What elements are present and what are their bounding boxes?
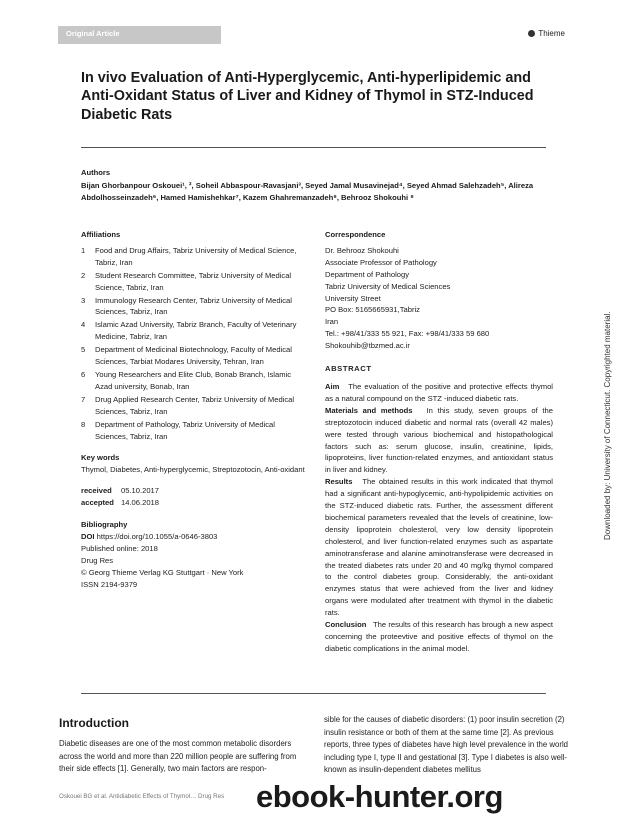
list-item xyxy=(81,319,305,343)
corr-line: Dr. Behrooz Shokouhi xyxy=(325,245,399,255)
keywords-heading: Key words xyxy=(81,453,120,463)
methods-label: Materials and methods xyxy=(325,405,413,415)
abstract-aim xyxy=(325,381,553,405)
page-footer: Oskouei BG et al. Antidiabetic Effects of Thymol… Drug Res xyxy=(59,793,225,800)
aff-text: Young Researchers and Elite Club, Bonab Branch, Islamic Azad university, Bonab, Iran xyxy=(95,369,292,391)
aim-label: Aim xyxy=(325,381,340,391)
aff-text: Islamic Azad University, Tabriz Branch, Faculty of Veterinary Medicine, Tabriz, Iran xyxy=(95,320,297,342)
aff-text: Food and Drug Affairs, Tabriz University of Medical Science, Tabriz, Iran xyxy=(95,245,297,267)
aff-number: 1 xyxy=(81,245,86,255)
article-title: In vivo Evaluation of Anti-Hyperglycemic, Anti-hyperlipidemic and Anti-Oxidant Status of Liver and Kidney of Thymol in STZ-Induced Diabetic Rats xyxy=(81,70,534,123)
list-item xyxy=(81,245,305,269)
received-value: 05.10.2017 xyxy=(121,486,160,496)
title-divider xyxy=(81,147,546,148)
article-type-tab xyxy=(58,26,221,44)
aff-text: Department of Medicinal Biotechnology, Faculty of Medical Sciences, Tarbiat Modares University, Tehran, Iran xyxy=(95,345,292,367)
copyright-line: © Georg Thieme Verlag KG Stuttgart · New York xyxy=(81,567,244,577)
authors-heading: Authors xyxy=(81,168,111,177)
list-item xyxy=(81,344,305,368)
abstract-conclusion xyxy=(325,619,553,655)
journal-line: Drug Res xyxy=(81,555,114,565)
corr-line: Iran xyxy=(325,317,339,327)
watermark-logo: ebook-hunter.org xyxy=(256,779,503,814)
corr-line: Department of Pathology xyxy=(325,269,410,279)
aff-number: 2 xyxy=(81,270,86,280)
abstract-divider xyxy=(81,693,546,694)
corr-line: PO Box: 5165665931,Tabriz xyxy=(325,305,420,315)
accepted-value: 14.06.2018 xyxy=(121,498,160,508)
aff-text: Immunology Research Center, Tabriz University of Medical Sciences, Tabriz, Iran xyxy=(95,295,292,317)
keywords-block xyxy=(81,452,305,476)
right-column xyxy=(325,229,553,655)
aff-number: 5 xyxy=(81,345,86,355)
conclusion-label: Conclusion xyxy=(325,620,367,630)
article-type-label: Original Article xyxy=(66,29,120,38)
results-text: The obtained results in this work indicated that thymol had a significant anti-hypoglycemic, anti-hypolipidemic activities on the STZ-induced diabetic rats. Further, the assessment different biochemical parameters revealed that the levels of creatinine, low-density lipoprotein cholesterol, very low density lipoprotein cholesterol, and liver function-related enzymes such as aspartate aminotransferase and alanine aminotransferase were decreased in the treated diabetes rats under 20 and 40 mg/kg thymol compared to the control diabetes group. Considerably, the anti-oxidant enzymes status that were achieved from the liver and kidney organs were modulated after treatment with thymol in the diabetic rats. xyxy=(325,477,553,618)
list-item xyxy=(81,369,305,393)
abstract-results xyxy=(325,476,553,619)
authors-list: Bijan Ghorbanpour Oskouei¹, ², Soheil Abbaspour-Ravasjani³, Seyed Jamal Musavinejad⁴, Seyed Ahmad Salehzadeh⁵, Alireza Abdolhosseinzadeh⁶, Hamed Hamishehkar⁷, Kazem Ghahremanzadeh⁸, Behrooz Shokouhi ⁸ xyxy=(81,181,534,202)
list-item xyxy=(81,295,305,319)
list-item xyxy=(81,394,305,418)
introduction-heading: Introduction xyxy=(59,716,129,730)
bibliography-heading: Bibliography xyxy=(81,520,128,530)
publisher-mark xyxy=(528,29,565,38)
corr-line: Tabriz University of Medical Sciences xyxy=(325,281,451,291)
conclusion-text: The results of this research has brough a new aspect concerning the proteevtive and positive effects of thymol on the diabetic complications in the animal model. xyxy=(325,620,553,653)
methods-text: In this study, seven groups of the streptozotocin induced diabetic and normal rats (overall 42 males) were tested through various biochemical and histopathological factors such as: serum glucose, insulin, creatinine, lipids, lipoproteins, liver function-related enzymes, and antioxidant status in liver and kidney. xyxy=(325,405,553,475)
corr-line: Tel.: +98/41/333 55 921, Fax: +98/41/333 59 680 xyxy=(325,329,490,339)
results-label: Results xyxy=(325,477,353,487)
published-line: Published online: 2018 xyxy=(81,543,158,553)
keywords-text: Thymol, Diabetes, Anti-hyperglycemic, Streptozotocin, Anti-oxidant xyxy=(81,465,305,475)
download-notice: Downloaded by: University of Connecticut. Copyrighted material. xyxy=(603,311,612,540)
received-label: received xyxy=(81,486,112,496)
left-column xyxy=(81,229,305,590)
publisher-name: Thieme xyxy=(538,29,565,38)
aff-text: Department of Pathology, Tabriz University of Medical Sciences, Tabriz, Iran xyxy=(95,419,275,441)
accepted-label: accepted xyxy=(81,498,114,508)
introduction-right-text: sible for the causes of diabetic disorders: (1) poor insulin secretion (2) insulin resistance or both of them at the same time [2]. As previous reports, three types of diabetes have high level prevalence in the world including type I, type II and gestational [3]. Type I diabetes is also well-known as insulin-dependent diabetes mellitus xyxy=(324,715,569,775)
correspondence-address xyxy=(325,245,553,352)
correspondence-heading: Correspondence xyxy=(325,230,386,239)
aff-number: 8 xyxy=(81,419,86,429)
thieme-logo-icon xyxy=(528,30,535,37)
list-item xyxy=(81,419,305,443)
list-item xyxy=(81,270,305,294)
doi-label: DOI xyxy=(81,531,95,541)
introduction-left-text: Diabetic diseases are one of the most common metabolic disorders across the world and more than 220 million people are suffering from their side effects [1]. Generally, two main factors are respon- xyxy=(59,739,297,774)
aff-number: 4 xyxy=(81,320,86,330)
issn-line: ISSN 2194-9379 xyxy=(81,579,138,589)
aff-number: 7 xyxy=(81,394,86,404)
aff-text: Student Research Committee, Tabriz University of Medical Science, Tabriz, Iran xyxy=(95,270,292,292)
corr-line: University Street xyxy=(325,293,381,303)
aff-number: 3 xyxy=(81,295,86,305)
aim-text: The evaluation of the positive and protective effects thymol as a natural compound on the STZ -induced diabetic rats. xyxy=(325,381,553,403)
abstract-heading: ABSTRACT xyxy=(325,364,372,374)
dates-block xyxy=(81,485,305,509)
abstract-methods xyxy=(325,405,553,476)
affiliations-heading: Affiliations xyxy=(81,230,121,239)
bibliography-block xyxy=(81,519,305,590)
aff-text: Drug Applied Research Center, Tabriz University of Medical Sciences, Tabriz, Iran xyxy=(95,394,295,416)
doi-line xyxy=(81,531,305,543)
aff-number: 6 xyxy=(81,369,86,379)
affiliations-list xyxy=(81,245,305,443)
doi-link[interactable]: https://doi.org/10.1055/a-0646-3803 xyxy=(96,531,218,541)
corr-email[interactable]: Shokouhib@tbzmed.ac.ir xyxy=(325,341,410,351)
corr-line: Associate Professor of Pathology xyxy=(325,257,437,267)
